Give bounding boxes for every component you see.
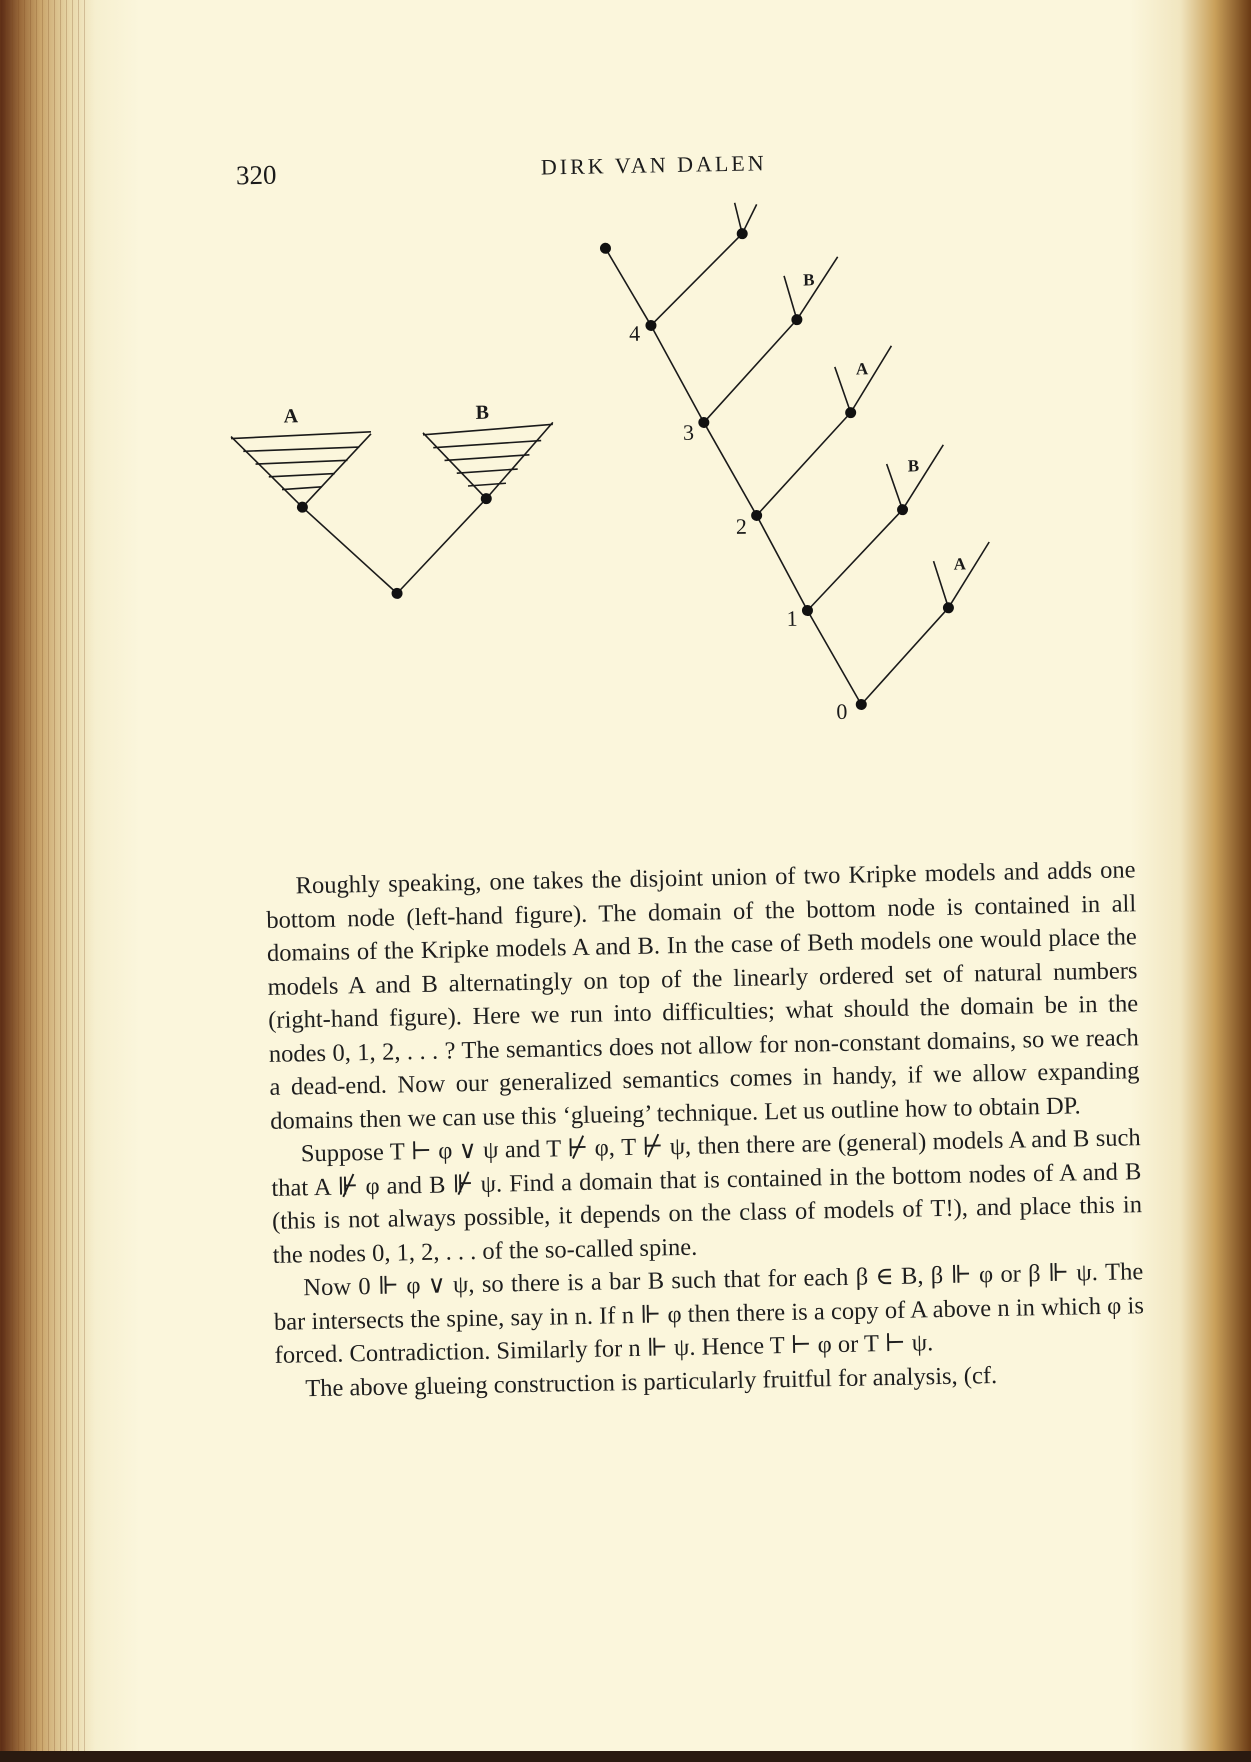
- spine-node-1-label: 1: [786, 605, 798, 631]
- spine-node-2-label: 2: [735, 513, 748, 539]
- kripke-beth-figure: [63, 0, 1179, 872]
- running-head: DIRK VAN DALEN: [540, 150, 767, 180]
- paragraph-3: Now 0 ⊩ φ ∨ ψ, so there is a bar B such that for each β ∈ B, β ⊩ φ or β ⊩ ψ. The bar intersects the spine, say in n. If n ⊩ φ then there is a copy of A above n in which φ is forced. Contradiction. Similarly for n ⊩ ψ. Hence T ⊢ φ or T ⊢ ψ.: [273, 1258, 1145, 1369]
- left-model-b-label: B: [475, 401, 490, 424]
- left-figure-lines: [231, 422, 556, 596]
- paragraph-1: Roughly speaking, one takes the disjoint union of two Kripke models and adds one bottom node (left-hand figure). The domain of the bottom node is contained in all domains of the Kripke models A and B. In the case of Beth models one would place the models A and B alternatingly on top of the linearly ordered set of natural numbers (right-hand figure). Here we run into difficulties; what should the domain be in the nodes 0, 1, 2, . . . ? The semantics does not allow for non-constant domains, so we reach a dead-end. Now our generalized semantics comes in handy, if we allow expanding domains then we can use this ‘glueing’ technique. Let us outline how to obtain DP.: [266, 856, 1140, 1135]
- branch-label-a-1: A: [953, 554, 967, 574]
- paragraph-2: Suppose T ⊢ φ ∨ ψ and T ⊬ φ, T ⊬ ψ, then there are (general) models A and B such that A ⊮ φ and B ⊮ ψ. Find a domain that is contained in the bottom nodes of A and B (this is not always possible, it depends on the class of models of T!), and place this in the nodes 0, 1, 2, . . . of the so-called spine.: [271, 1124, 1143, 1269]
- book-page: [63, 0, 1196, 1762]
- spine-node-3-label: 3: [682, 419, 695, 445]
- left-model-a-label: A: [283, 405, 299, 428]
- paragraph-4: The above glueing construction is particularly fruitful for analysis, (cf.: [305, 1361, 998, 1402]
- branch-label-a-3: A: [855, 359, 869, 379]
- branch-label-b-4: B: [802, 270, 815, 290]
- body-text: [265, 853, 1145, 1406]
- right-figure-lines: [605, 198, 993, 709]
- branch-label-b-2: B: [907, 456, 920, 476]
- spine-node-0-label: 0: [836, 698, 848, 724]
- page-number: 320: [235, 159, 277, 191]
- spine-node-4-label: 4: [628, 320, 641, 346]
